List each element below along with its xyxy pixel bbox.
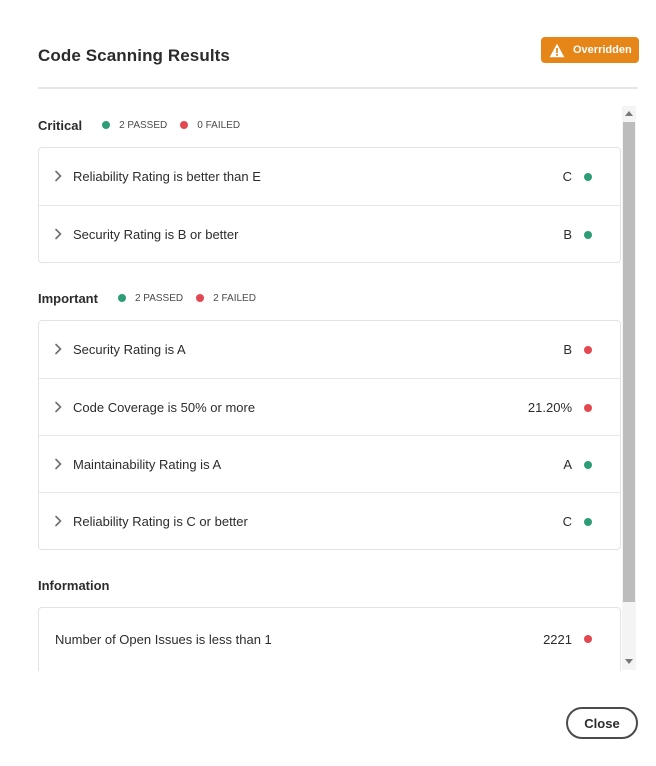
failed-dot-icon xyxy=(180,121,188,129)
vertical-scrollbar[interactable] xyxy=(622,106,636,670)
criteria-value: B xyxy=(563,342,572,357)
status-passed-icon xyxy=(584,231,592,239)
status-passed-icon xyxy=(584,461,592,469)
chevron-right-icon[interactable] xyxy=(54,170,62,182)
criteria-row[interactable] xyxy=(39,321,620,378)
status-failed-icon xyxy=(584,404,592,412)
failed-dot-icon xyxy=(196,294,204,302)
passed-count: 2 PASSED xyxy=(102,120,167,131)
criteria-label: Reliability Rating is C or better xyxy=(73,513,248,529)
criteria-label: Reliability Rating is better than E xyxy=(73,169,261,184)
section-title: Important xyxy=(38,290,98,306)
criteria-label: Security Rating is A xyxy=(73,342,186,357)
section-header-information xyxy=(38,575,130,595)
criteria-row[interactable] xyxy=(39,378,620,435)
warning-icon xyxy=(549,43,565,58)
header-divider xyxy=(38,87,638,89)
section-title: Critical xyxy=(38,117,83,133)
failed-count: 0 FAILED xyxy=(180,120,240,131)
scroll-up-arrow-icon[interactable] xyxy=(625,111,633,116)
criteria-row[interactable] xyxy=(39,148,620,205)
chevron-right-icon[interactable] xyxy=(54,401,62,413)
criteria-value: C xyxy=(562,513,572,529)
criteria-row[interactable] xyxy=(39,205,620,262)
results-scroll-area[interactable] xyxy=(38,104,638,671)
section-header-critical xyxy=(38,115,253,135)
status-passed-icon xyxy=(584,518,592,526)
criteria-label: Number of Open Issues is less than 1 xyxy=(55,631,272,647)
passed-dot-icon xyxy=(102,121,110,129)
chevron-right-icon[interactable] xyxy=(54,458,62,470)
chevron-right-icon[interactable] xyxy=(54,343,62,355)
status-passed-icon xyxy=(584,173,592,181)
passed-dot-icon xyxy=(118,294,126,302)
status-failed-icon xyxy=(584,635,592,643)
scroll-down-arrow-icon[interactable] xyxy=(625,659,633,664)
criteria-row xyxy=(39,608,620,670)
status-failed-icon xyxy=(584,346,592,354)
close-button[interactable]: Close xyxy=(566,707,638,739)
section-title: Information xyxy=(38,577,110,593)
badge-label: Overridden xyxy=(573,44,632,56)
criteria-card-important xyxy=(38,320,621,550)
criteria-value: A xyxy=(563,456,572,472)
scrollbar-thumb[interactable] xyxy=(623,122,635,602)
passed-count: 2 PASSED xyxy=(118,293,183,304)
criteria-value: B xyxy=(563,226,572,242)
chevron-right-icon[interactable] xyxy=(54,228,62,240)
section-header-important xyxy=(38,288,269,308)
criteria-card-information xyxy=(38,607,621,671)
criteria-value: 21.20% xyxy=(527,399,572,415)
criteria-label: Maintainability Rating is A xyxy=(73,456,222,472)
dialog-title: Code Scanning Results xyxy=(38,46,230,65)
criteria-row[interactable] xyxy=(39,492,620,549)
failed-count: 2 FAILED xyxy=(196,293,256,304)
criteria-row[interactable] xyxy=(39,435,620,492)
criteria-label: Security Rating is B or better xyxy=(73,226,239,242)
criteria-value: C xyxy=(562,169,572,184)
chevron-right-icon[interactable] xyxy=(54,515,62,527)
criteria-value: 2221 xyxy=(543,631,572,647)
criteria-label: Code Coverage is 50% or more xyxy=(73,399,256,415)
overridden-badge xyxy=(541,37,639,63)
criteria-card-critical xyxy=(38,147,621,263)
